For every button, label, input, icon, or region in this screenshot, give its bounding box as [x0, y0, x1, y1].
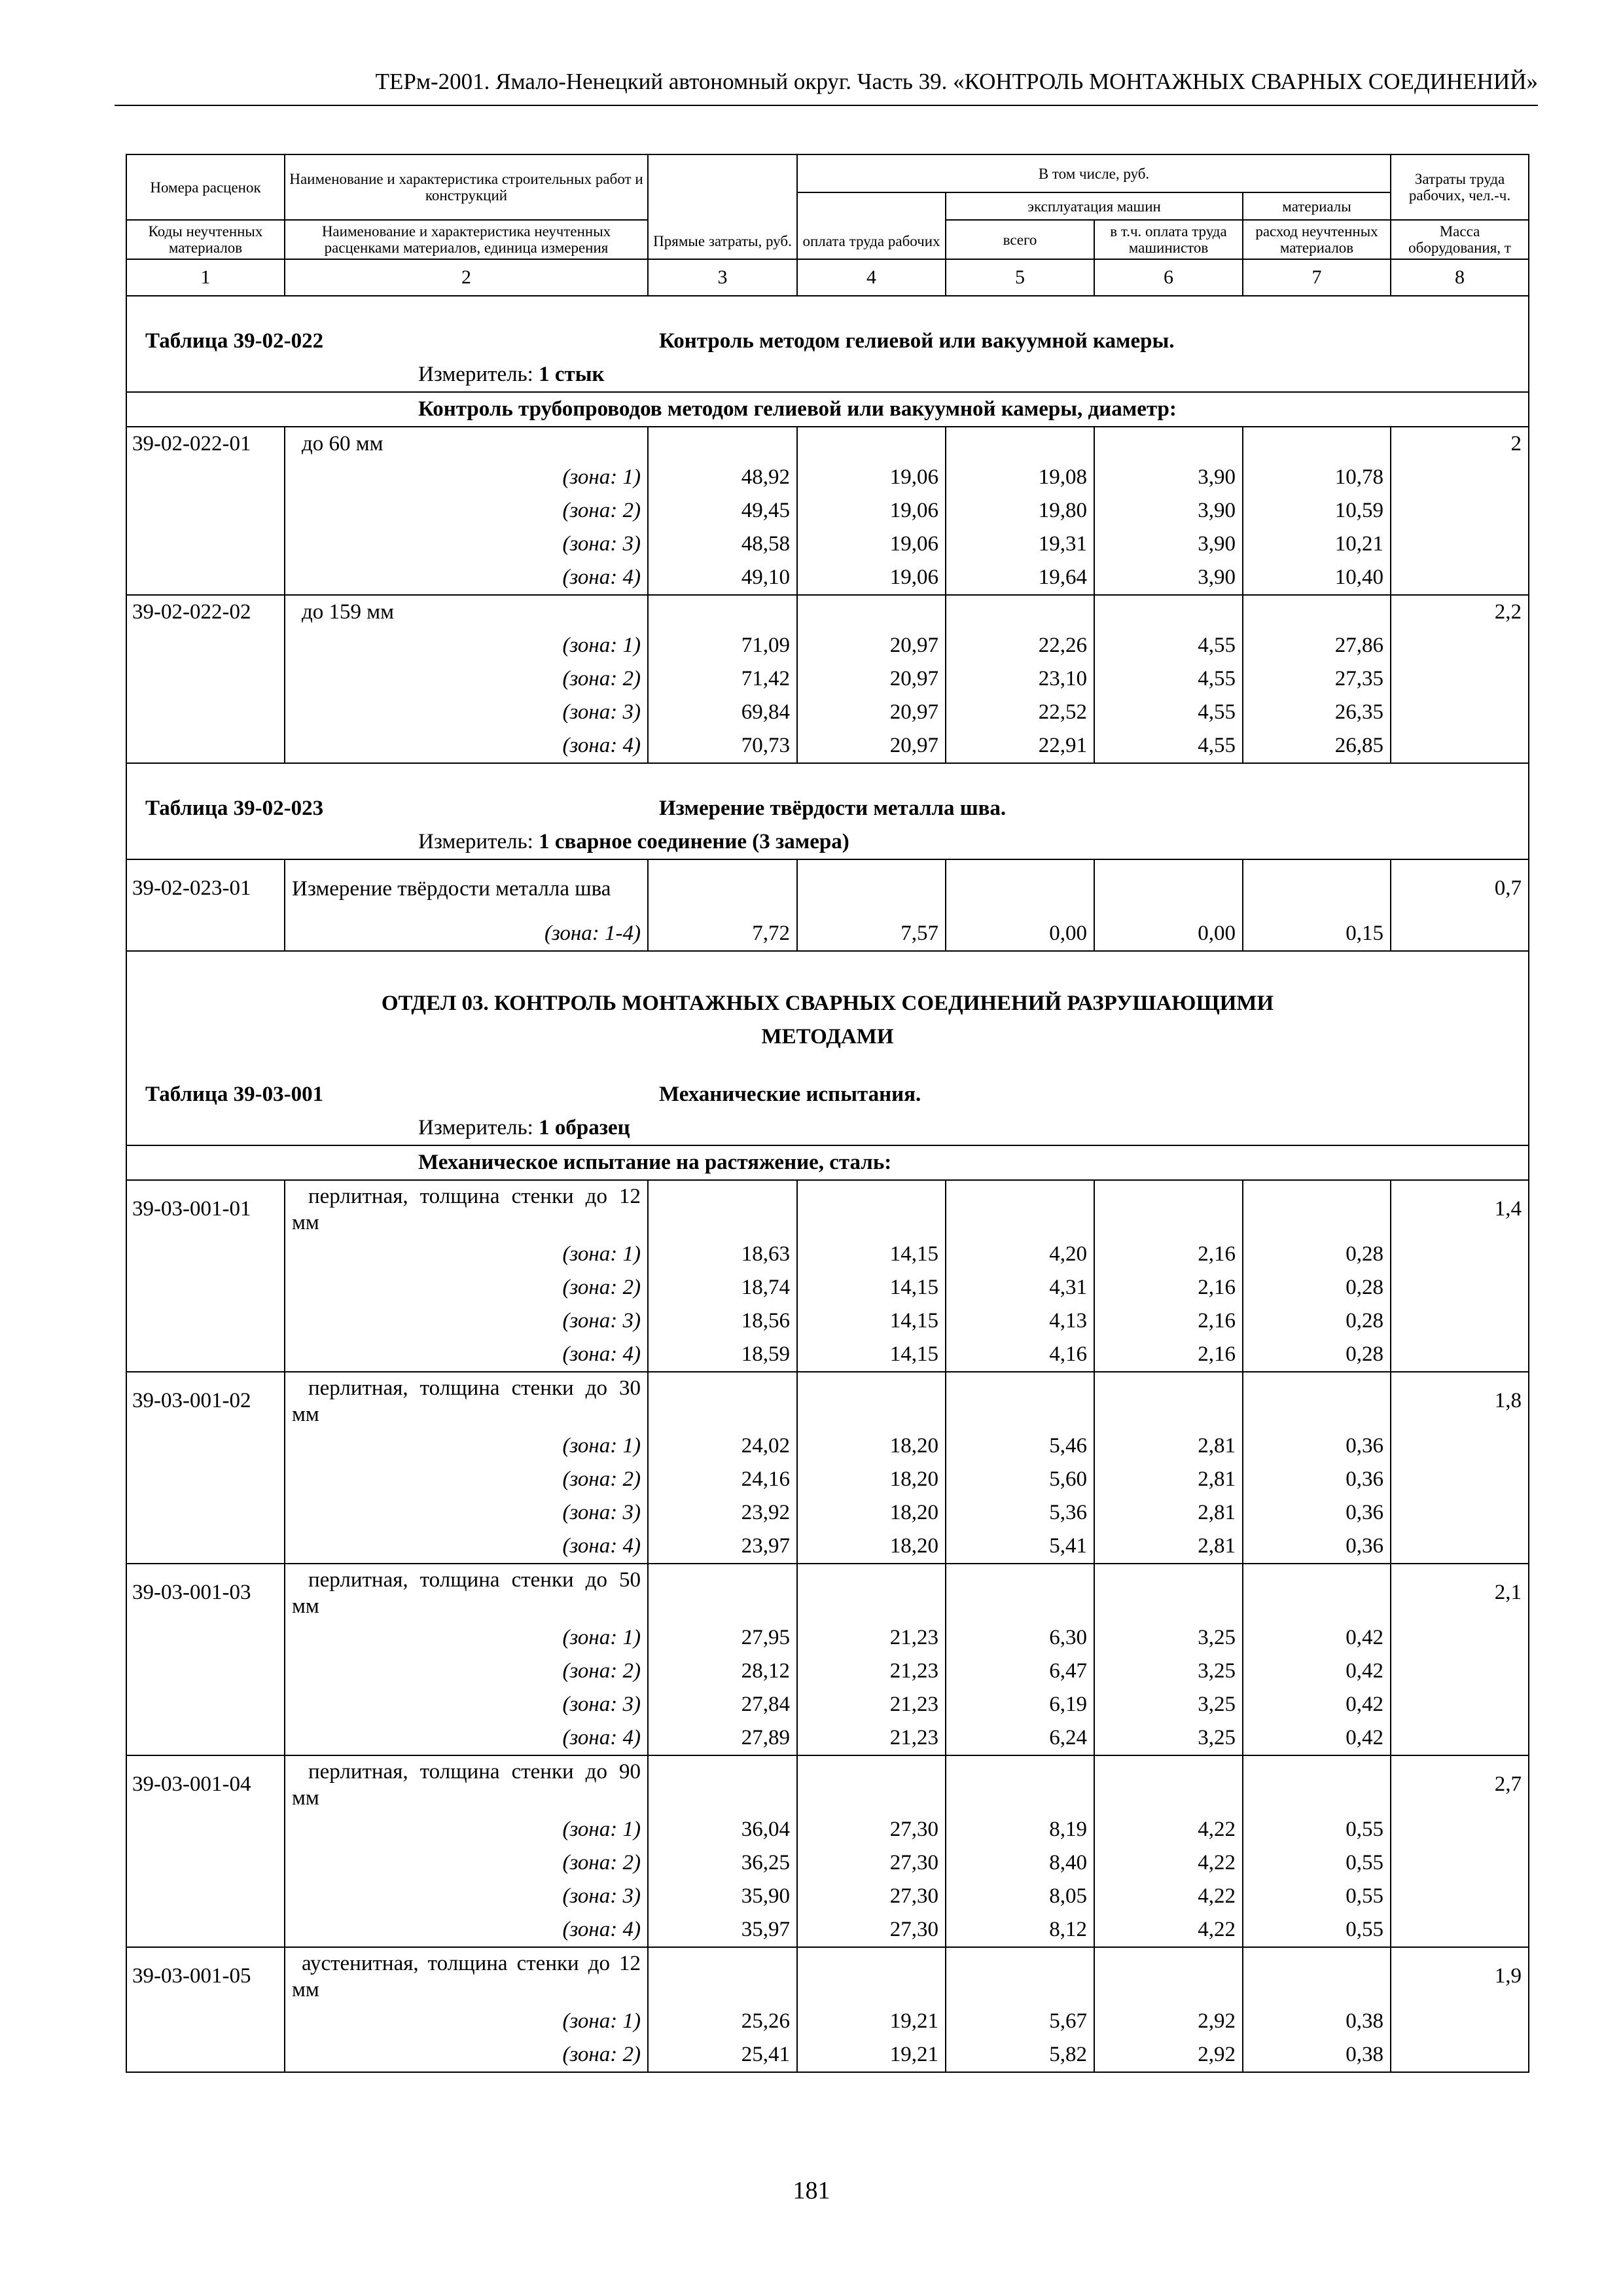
- value: 0,55: [1243, 1913, 1391, 1947]
- value: 2,16: [1094, 1338, 1243, 1372]
- value: 25,41: [648, 2038, 797, 2072]
- value: 2,92: [1094, 2005, 1243, 2038]
- meter: [126, 825, 1529, 859]
- running-head: ТЕРм-2001. Ямало-Ненецкий автономный округ. Часть 39. «КОНТРОЛЬ МОНТАЖНЫХ СВАРНЫХ СОЕДИНЕНИЙ»: [375, 69, 1538, 94]
- rate-row: [126, 859, 1529, 917]
- value: 14,15: [797, 1271, 946, 1304]
- value: 6,24: [946, 1721, 1094, 1755]
- rate-name: до 159 мм: [285, 595, 648, 629]
- value: 2,16: [1094, 1238, 1243, 1271]
- value: 49,45: [648, 494, 797, 528]
- header-rate-numbers: Номера расценок: [126, 154, 285, 220]
- zone-row: [126, 1655, 1529, 1688]
- section-title: ОТДЕЛ 03. КОНТРОЛЬ МОНТАЖНЫХ СВАРНЫХ СОЕДИНЕНИЙ РАЗРУШАЮЩИМИ МЕТОДАМИ: [126, 951, 1529, 1059]
- zone-row: [126, 729, 1529, 763]
- value: 23,97: [648, 1530, 797, 1564]
- zone-row: [126, 1721, 1529, 1755]
- meter: [126, 358, 1529, 392]
- zone-row: [126, 1913, 1529, 1947]
- value: 0,28: [1243, 1338, 1391, 1372]
- value: 19,80: [946, 494, 1094, 528]
- rate-code: 39-03-001-03: [126, 1564, 285, 1621]
- zone-label: (зона: 1): [285, 461, 648, 494]
- column-number: 2: [285, 259, 648, 296]
- group-heading: Механическое испытание на растяжение, сталь:: [126, 1145, 1529, 1180]
- labor-costs: 2,1: [1391, 1564, 1529, 1621]
- zone-label: (зона: 1): [285, 2005, 648, 2038]
- value: 0,55: [1243, 1880, 1391, 1913]
- zone-label: (зона: 4): [285, 1530, 648, 1564]
- zone-label: (зона: 2): [285, 1655, 648, 1688]
- zone-row: [126, 1304, 1529, 1338]
- column-number: 3: [648, 259, 797, 296]
- rate-code: 39-02-023-01: [126, 859, 285, 917]
- zone-row: [126, 1880, 1529, 1913]
- value: 27,30: [797, 1846, 946, 1880]
- value: 8,12: [946, 1913, 1094, 1947]
- value: 70,73: [648, 729, 797, 763]
- zone-row: [126, 1271, 1529, 1304]
- value: 18,56: [648, 1304, 797, 1338]
- value: 19,64: [946, 561, 1094, 595]
- value: 18,59: [648, 1338, 797, 1372]
- meter-value: 1 сварное соединение (3 замера): [539, 830, 849, 853]
- rate-row: [126, 1947, 1529, 2005]
- zone-label: (зона: 4): [285, 729, 648, 763]
- value: 5,41: [946, 1530, 1094, 1564]
- zone-label: (зона: 4): [285, 1338, 648, 1372]
- value: 21,23: [797, 1721, 946, 1755]
- value: 0,28: [1243, 1238, 1391, 1271]
- zone-row: [126, 696, 1529, 729]
- zone-row: [126, 2005, 1529, 2038]
- meter-label: Измеритель:: [418, 1116, 533, 1139]
- value: 19,31: [946, 528, 1094, 561]
- zone-label: (зона: 3): [285, 696, 648, 729]
- value: 18,20: [797, 1463, 946, 1496]
- value: 0,36: [1243, 1530, 1391, 1564]
- header-machines: эксплуатация машин: [946, 192, 1243, 220]
- value: 0,42: [1243, 1621, 1391, 1655]
- header-material-names: Наименование и характеристика неучтенных расценками материалов, единица измерения: [285, 220, 648, 259]
- value: 21,23: [797, 1621, 946, 1655]
- table-header: [126, 154, 1529, 296]
- column-number: 7: [1243, 259, 1391, 296]
- zone-row: [126, 1621, 1529, 1655]
- table-number: Таблица 39-03-001: [145, 1083, 324, 1106]
- value: 23,10: [946, 662, 1094, 696]
- table-title-39-02-023: [126, 763, 1529, 825]
- rates-table: [126, 154, 1529, 2073]
- value: 35,97: [648, 1913, 797, 1947]
- zone-row: [126, 1813, 1529, 1846]
- value: 49,10: [648, 561, 797, 595]
- header-work-name: Наименование и характеристика строительных работ и конструкций: [285, 154, 648, 220]
- value: 0,55: [1243, 1846, 1391, 1880]
- value: 3,90: [1094, 494, 1243, 528]
- zone-row: [126, 494, 1529, 528]
- table-name: Механические испытания.: [659, 1083, 921, 1106]
- value: 0,15: [1243, 917, 1391, 951]
- zone-row: [126, 917, 1529, 951]
- rate-row: [126, 595, 1529, 629]
- value: 6,19: [946, 1688, 1094, 1721]
- zone-label: (зона: 1): [285, 1429, 648, 1463]
- value: 25,26: [648, 2005, 797, 2038]
- rate-code: 39-03-001-05: [126, 1947, 285, 2005]
- value: 3,25: [1094, 1688, 1243, 1721]
- page-number: 181: [793, 2177, 830, 2204]
- value: 2,81: [1094, 1429, 1243, 1463]
- rate-row: [126, 1180, 1529, 1238]
- value: 5,82: [946, 2038, 1094, 2072]
- header-rule: [115, 105, 1538, 106]
- rate-code: 39-03-001-01: [126, 1180, 285, 1238]
- zone-row: [126, 662, 1529, 696]
- value: 19,06: [797, 561, 946, 595]
- value: 19,21: [797, 2005, 946, 2038]
- header-materials: материалы: [1243, 192, 1391, 220]
- value: 18,20: [797, 1496, 946, 1530]
- header-wages: оплата труда рабочих: [797, 192, 946, 259]
- header-material-consumption: расход неучтенных материалов: [1243, 220, 1391, 259]
- value: 10,40: [1243, 561, 1391, 595]
- column-number: 8: [1391, 259, 1529, 296]
- zone-label: (зона: 4): [285, 1913, 648, 1947]
- value: 20,97: [797, 696, 946, 729]
- value: 4,20: [946, 1238, 1094, 1271]
- zone-label: (зона: 2): [285, 2038, 648, 2072]
- rate-name: перлитная, толщина стенки до 90 мм: [285, 1755, 648, 1813]
- value: 0,36: [1243, 1463, 1391, 1496]
- labor-costs: 0,7: [1391, 859, 1529, 917]
- value: 24,16: [648, 1463, 797, 1496]
- value: 48,58: [648, 528, 797, 561]
- value: 20,97: [797, 729, 946, 763]
- value: 2,81: [1094, 1463, 1243, 1496]
- zone-row: [126, 461, 1529, 494]
- header-direct-costs: Прямые затраты, руб.: [648, 154, 797, 259]
- zone-label: (зона: 4): [285, 1721, 648, 1755]
- zone-label: (зона: 3): [285, 1496, 648, 1530]
- value: 19,21: [797, 2038, 946, 2072]
- value: 0,42: [1243, 1721, 1391, 1755]
- zone-row: [126, 1463, 1529, 1496]
- value: 36,25: [648, 1846, 797, 1880]
- labor-costs: 2,2: [1391, 595, 1529, 629]
- value: 3,25: [1094, 1721, 1243, 1755]
- zone-label: (зона: 3): [285, 1880, 648, 1913]
- value: 8,05: [946, 1880, 1094, 1913]
- value: 2,16: [1094, 1271, 1243, 1304]
- value: 0,00: [946, 917, 1094, 951]
- value: 3,90: [1094, 461, 1243, 494]
- value: 27,30: [797, 1913, 946, 1947]
- rate-code: 39-02-022-02: [126, 595, 285, 629]
- value: 19,06: [797, 494, 946, 528]
- zone-row: [126, 528, 1529, 561]
- zone-row: [126, 561, 1529, 595]
- zone-label: (зона: 3): [285, 1304, 648, 1338]
- meter-label: Измеритель:: [418, 363, 533, 386]
- value: 3,25: [1094, 1655, 1243, 1688]
- zone-label: (зона: 3): [285, 528, 648, 561]
- zone-row: [126, 1530, 1529, 1564]
- column-numbers-row: [126, 259, 1529, 296]
- zone-row: [126, 1688, 1529, 1721]
- value: 4,31: [946, 1271, 1094, 1304]
- value: 0,28: [1243, 1304, 1391, 1338]
- value: 4,55: [1094, 662, 1243, 696]
- value: 14,15: [797, 1238, 946, 1271]
- value: 27,86: [1243, 629, 1391, 662]
- rate-row: [126, 1755, 1529, 1813]
- value: 26,35: [1243, 696, 1391, 729]
- table-number: Таблица 39-02-022: [145, 329, 324, 353]
- value: 27,84: [648, 1688, 797, 1721]
- table-name: Измерение твёрдости металла шва.: [659, 797, 1007, 820]
- labor-costs: 2,7: [1391, 1755, 1529, 1813]
- value: 4,55: [1094, 696, 1243, 729]
- value: 27,30: [797, 1813, 946, 1846]
- table-title-39-02-022: [126, 296, 1529, 358]
- value: 0,38: [1243, 2038, 1391, 2072]
- zone-label: (зона: 2): [285, 1271, 648, 1304]
- value: 0,28: [1243, 1271, 1391, 1304]
- value: 10,59: [1243, 494, 1391, 528]
- zone-label: (зона: 1): [285, 1813, 648, 1846]
- value: 3,90: [1094, 528, 1243, 561]
- header-including: В том числе, руб.: [797, 154, 1391, 192]
- value: 19,06: [797, 461, 946, 494]
- value: 35,90: [648, 1880, 797, 1913]
- zone-label: (зона: 3): [285, 1688, 648, 1721]
- value: 27,30: [797, 1880, 946, 1913]
- value: 8,19: [946, 1813, 1094, 1846]
- zone-label: (зона: 4): [285, 561, 648, 595]
- rate-row: [126, 1564, 1529, 1621]
- value: 19,06: [797, 528, 946, 561]
- zone-label: (зона: 2): [285, 662, 648, 696]
- value: 18,20: [797, 1530, 946, 1564]
- rate-row: [126, 427, 1529, 461]
- rate-name: перлитная, толщина стенки до 30 мм: [285, 1372, 648, 1429]
- rate-name: перлитная, толщина стенки до 50 мм: [285, 1564, 648, 1621]
- meter-value: 1 стык: [539, 363, 605, 386]
- zone-label: (зона: 1): [285, 1621, 648, 1655]
- meter-value: 1 образец: [539, 1116, 630, 1139]
- meter-label: Измеритель:: [418, 830, 533, 853]
- value: 0,38: [1243, 2005, 1391, 2038]
- value: 2,92: [1094, 2038, 1243, 2072]
- rate-name: аустенитная, толщина стенки до 12 мм: [285, 1947, 648, 2005]
- value: 21,23: [797, 1655, 946, 1688]
- value: 0,36: [1243, 1496, 1391, 1530]
- value: 4,13: [946, 1304, 1094, 1338]
- column-number: 6: [1094, 259, 1243, 296]
- rate-code: 39-03-001-02: [126, 1372, 285, 1429]
- value: 4,22: [1094, 1880, 1243, 1913]
- value: 8,40: [946, 1846, 1094, 1880]
- value: 5,67: [946, 2005, 1094, 2038]
- value: 18,74: [648, 1271, 797, 1304]
- group-heading: Контроль трубопроводов методом гелиевой или вакуумной камеры, диаметр:: [126, 392, 1529, 427]
- value: 6,30: [946, 1621, 1094, 1655]
- column-number: 5: [946, 259, 1094, 296]
- value: 0,00: [1094, 917, 1243, 951]
- value: 28,12: [648, 1655, 797, 1688]
- value: 2,81: [1094, 1530, 1243, 1564]
- rate-name: Измерение твёрдости металла шва: [285, 859, 648, 917]
- value: 14,15: [797, 1338, 946, 1372]
- value: 0,42: [1243, 1688, 1391, 1721]
- rate-code: 39-02-022-01: [126, 427, 285, 461]
- value: 0,55: [1243, 1813, 1391, 1846]
- value: 23,92: [648, 1496, 797, 1530]
- value: 5,36: [946, 1496, 1094, 1530]
- rate-name: до 60 мм: [285, 427, 648, 461]
- table-number: Таблица 39-02-023: [145, 797, 324, 820]
- value: 27,35: [1243, 662, 1391, 696]
- value: 69,84: [648, 696, 797, 729]
- zone-label: (зона: 2): [285, 1846, 648, 1880]
- value: 22,26: [946, 629, 1094, 662]
- column-number: 1: [126, 259, 285, 296]
- value: 26,85: [1243, 729, 1391, 763]
- table-name: Контроль методом гелиевой или вакуумной камеры.: [659, 329, 1175, 353]
- header-machinist-wages: в т.ч. оплата труда машинистов: [1094, 220, 1243, 259]
- value: 2,81: [1094, 1496, 1243, 1530]
- value: 22,91: [946, 729, 1094, 763]
- value: 24,02: [648, 1429, 797, 1463]
- value: 20,97: [797, 662, 946, 696]
- value: 4,22: [1094, 1813, 1243, 1846]
- zone-row: [126, 1496, 1529, 1530]
- value: 7,57: [797, 917, 946, 951]
- value: 48,92: [648, 461, 797, 494]
- zone-row: [126, 1338, 1529, 1372]
- value: 14,15: [797, 1304, 946, 1338]
- zone-label: (зона: 1): [285, 1238, 648, 1271]
- rate-name: перлитная, толщина стенки до 12 мм: [285, 1180, 648, 1238]
- value: 22,52: [946, 696, 1094, 729]
- zone-row: [126, 1238, 1529, 1271]
- value: 27,95: [648, 1621, 797, 1655]
- rate-row: [126, 1372, 1529, 1429]
- zone-label: (зона: 2): [285, 1463, 648, 1496]
- column-number: 4: [797, 259, 946, 296]
- value: 0,42: [1243, 1655, 1391, 1688]
- header-labor-costs: Затраты труда рабочих, чел.-ч.: [1391, 154, 1529, 220]
- header-machines-total: всего: [946, 220, 1094, 259]
- value: 4,22: [1094, 1846, 1243, 1880]
- value: 0,36: [1243, 1429, 1391, 1463]
- value: 4,16: [946, 1338, 1094, 1372]
- value: 36,04: [648, 1813, 797, 1846]
- value: 5,60: [946, 1463, 1094, 1496]
- value: 71,42: [648, 662, 797, 696]
- value: 2,16: [1094, 1304, 1243, 1338]
- labor-costs: 2: [1391, 427, 1529, 461]
- zone-row: [126, 2038, 1529, 2072]
- rate-code: 39-03-001-04: [126, 1755, 285, 1813]
- value: 71,09: [648, 629, 797, 662]
- value: 4,55: [1094, 629, 1243, 662]
- table-title-39-03-001: [126, 1059, 1529, 1111]
- header-equipment-mass: Масса оборудования, т: [1391, 220, 1529, 259]
- value: 20,97: [797, 629, 946, 662]
- value: 4,55: [1094, 729, 1243, 763]
- labor-costs: 1,8: [1391, 1372, 1529, 1429]
- value: 10,21: [1243, 528, 1391, 561]
- zone-row: [126, 1846, 1529, 1880]
- value: 3,90: [1094, 561, 1243, 595]
- value: 3,25: [1094, 1621, 1243, 1655]
- value: 5,46: [946, 1429, 1094, 1463]
- zone-label: (зона: 2): [285, 494, 648, 528]
- meter: [126, 1111, 1529, 1145]
- labor-costs: 1,4: [1391, 1180, 1529, 1238]
- zone-row: [126, 1429, 1529, 1463]
- value: 27,89: [648, 1721, 797, 1755]
- value: 21,23: [797, 1688, 946, 1721]
- header-material-codes: Коды неучтенных материалов: [126, 220, 285, 259]
- value: 6,47: [946, 1655, 1094, 1688]
- zone-row: [126, 629, 1529, 662]
- value: 4,22: [1094, 1913, 1243, 1947]
- zone-label: (зона: 1-4): [285, 917, 648, 951]
- value: 18,63: [648, 1238, 797, 1271]
- zone-label: (зона: 1): [285, 629, 648, 662]
- value: 7,72: [648, 917, 797, 951]
- value: 10,78: [1243, 461, 1391, 494]
- labor-costs: 1,9: [1391, 1947, 1529, 2005]
- value: 18,20: [797, 1429, 946, 1463]
- value: 19,08: [946, 461, 1094, 494]
